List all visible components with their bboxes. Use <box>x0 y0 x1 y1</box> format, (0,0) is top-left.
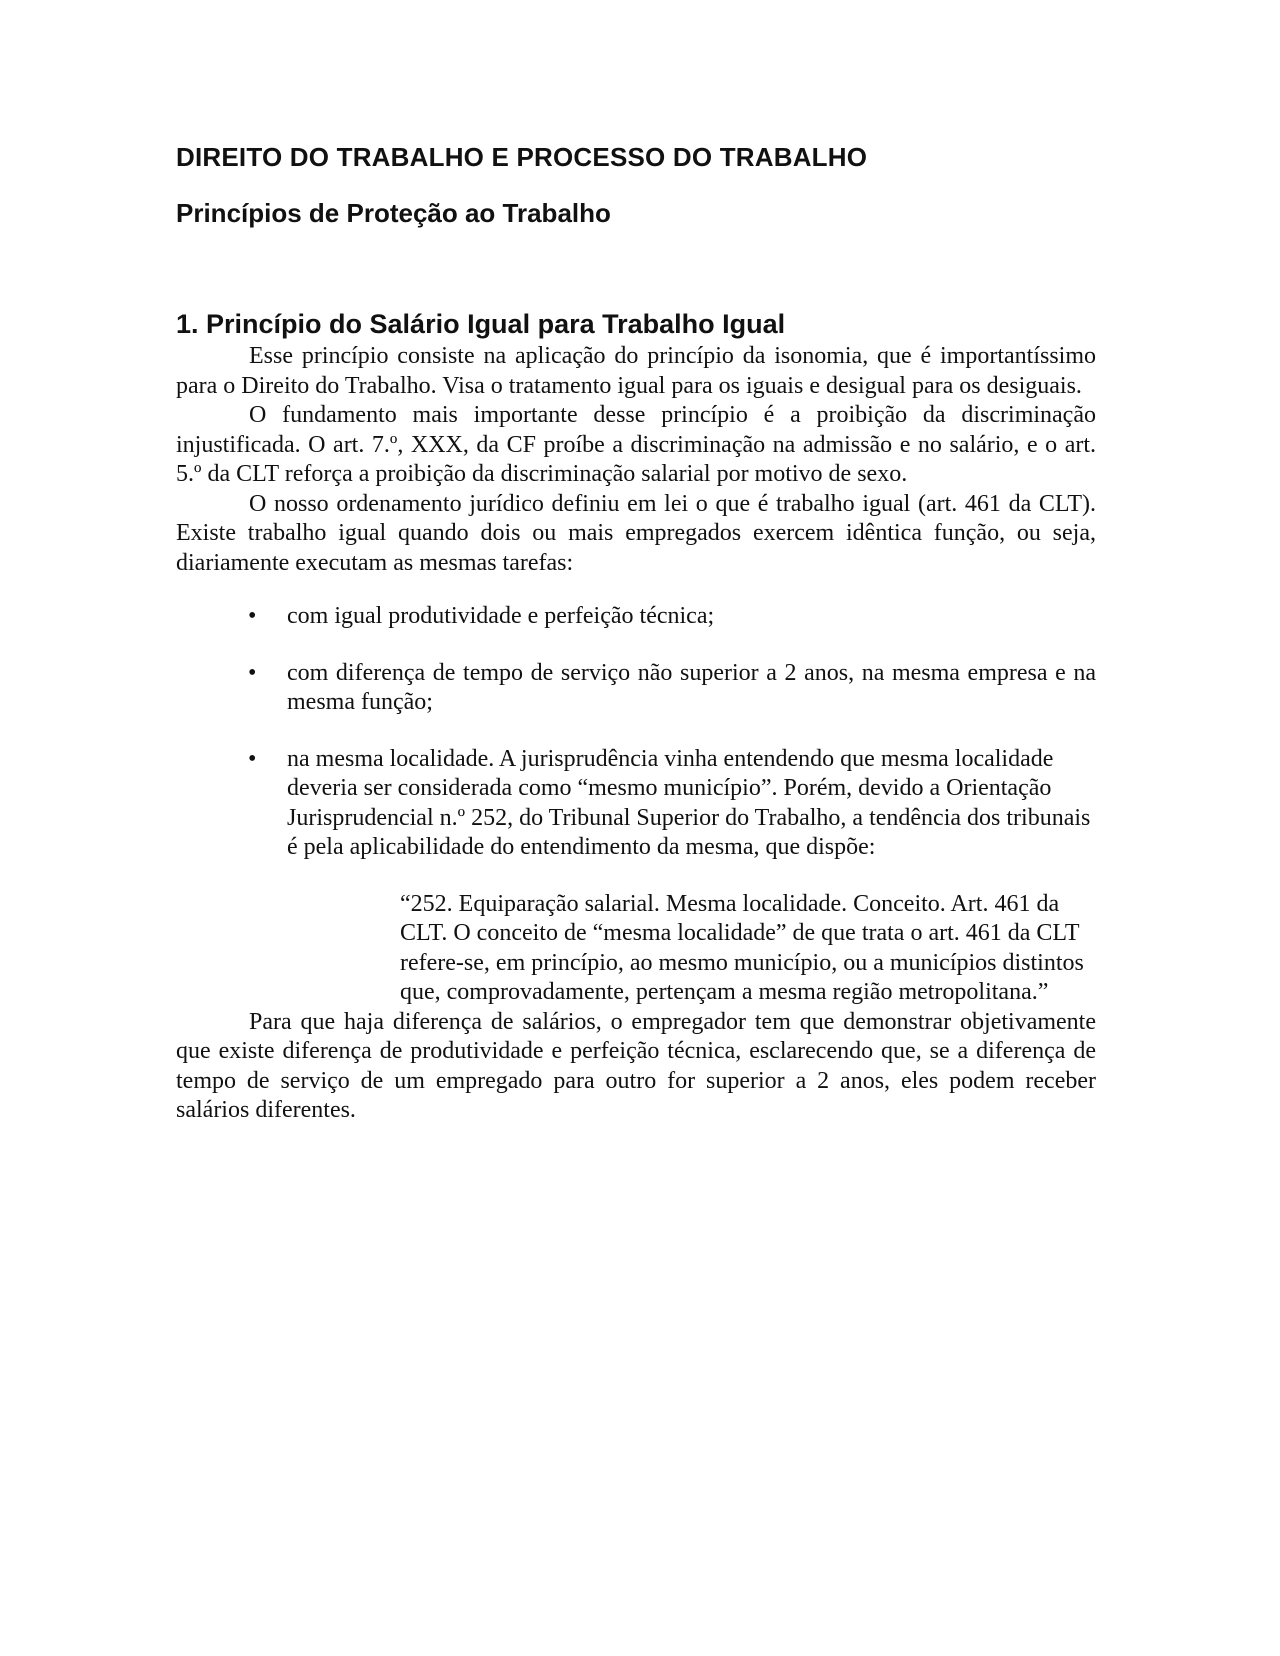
bullet-marker: • <box>248 745 257 772</box>
document-content <box>176 140 1096 1126</box>
legal-quote: “252. Equiparação salarial. Mesma localidade. Conceito. Art. 461 da CLT. O conceito de “mesma localidade” de que trata o art. 461 da CLT refere-se, em princípio, ao mesmo município, ou a municípios distintos que, comprovadamente, pertençam a mesma região metropolitana.” <box>400 890 1084 1005</box>
document-title: DIREITO DO TRABALHO E PROCESSO DO TRABALHO <box>176 142 868 172</box>
paragraph-3: O nosso ordenamento jurídico definiu em lei o que é trabalho igual (art. 461 da CLT). Existe trabalho igual quando dois ou mais empregados exercem idêntica função, ou seja, diariamente executam as mesmas tarefas: <box>176 490 1096 576</box>
bullet-marker: • <box>248 659 257 686</box>
list-item <box>176 745 1096 1008</box>
paragraph-1: Esse princípio consiste na aplicação do princípio da isonomia, que é importantíssimo para o Direito do Trabalho. Visa o tratamento igual para os iguais e desigual para os desiguais. <box>176 343 1096 399</box>
document-subtitle: Princípios de Proteção ao Trabalho <box>176 198 611 228</box>
document-body <box>176 342 1096 1126</box>
list-item-text: na mesma localidade. A jurisprudência vinha entendendo que mesma localidade deveria ser considerada como “mesmo município”. Porém, devido a Orientação Jurisprudencial n.º 252, do Tribunal Superior do Trabalho, a tendência dos tribunais é pela aplicabilidade do entendimento da mesma, que dispõe: <box>287 745 1091 860</box>
section-heading: 1. Princípio do Salário Igual para Trabalho Igual <box>176 309 786 339</box>
paragraph-2: O fundamento mais importante desse princípio é a proibição da discriminação injustificada. O art. 7.º, XXX, da CF proíbe a discriminação na admissão e no salário, e o art. 5.º da CLT reforça a proibição da discriminação salarial por motivo de sexo. <box>176 402 1096 487</box>
list-item <box>176 659 1096 718</box>
bullet-marker: • <box>248 603 257 629</box>
bullet-list <box>176 602 1096 1008</box>
closing-paragraph: Para que haja diferença de salários, o empregador tem que demonstrar objetivamente que existe diferença de produtividade e perfeição técnica, esclarecendo que, se a diferença de tempo de serviço de um empregado para outro for superior a 2 anos, eles podem receber salários diferentes. <box>176 1008 1096 1123</box>
list-item <box>176 602 1096 632</box>
list-item-text: com diferença de tempo de serviço não superior a 2 anos, na mesma empresa e na mesma função; <box>287 659 1096 715</box>
list-item-text: com igual produtividade e perfeição técnica; <box>287 603 715 629</box>
